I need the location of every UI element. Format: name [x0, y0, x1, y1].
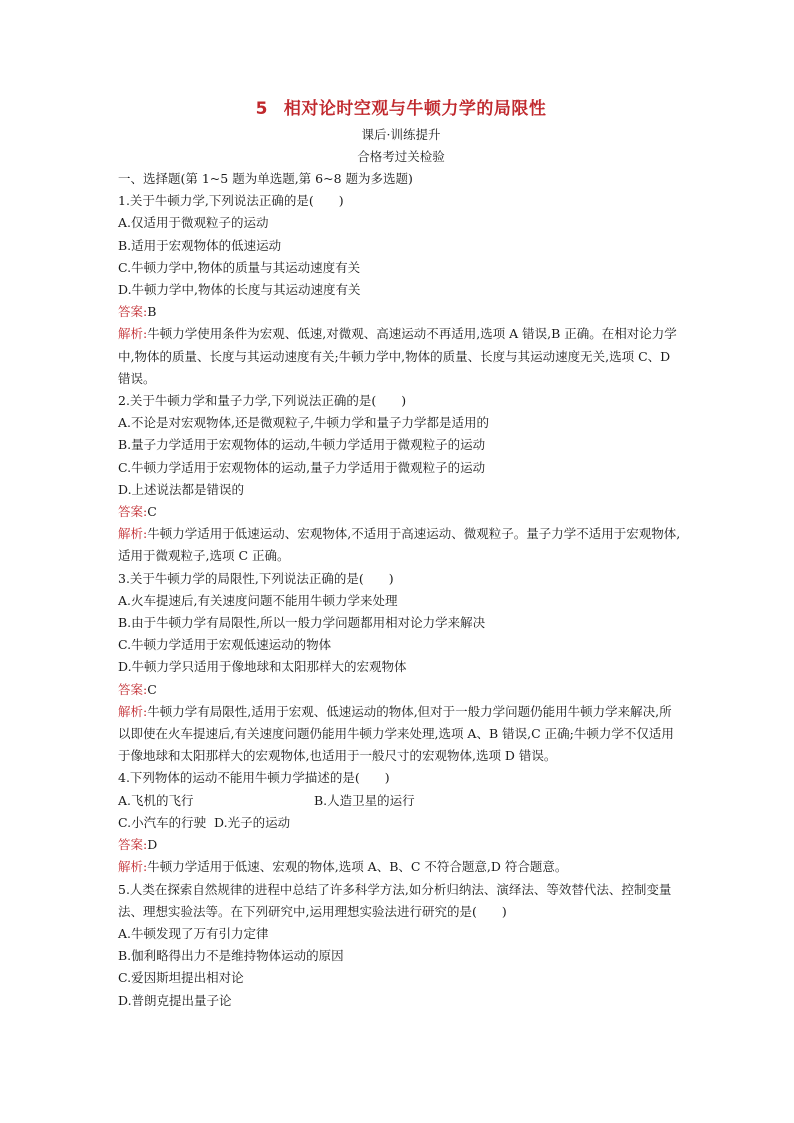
- explanation-label: 解析:: [118, 703, 148, 719]
- explanation: [118, 523, 684, 567]
- options-row-2: [118, 812, 684, 834]
- option-b: B.伽利略得出力不是维持物体运动的原因: [118, 948, 344, 964]
- explanation-text: 牛顿力学使用条件为宏观、低速,对微观、高速运动不再适用,选项 A 错误,B 正确。在相对论力学中,物体的质量、长度与其运动速度有关;牛顿力学中,物体的质量、长度与其运动速度无关,选项 C、D 错误。: [118, 326, 677, 386]
- answer-label: 答案:: [118, 504, 148, 520]
- page-title: [118, 96, 684, 122]
- question-1: [118, 190, 684, 390]
- question-3: [118, 568, 684, 768]
- section-heading: 一、选择题(第 1~5 题为单选题,第 6~8 题为多选题): [118, 171, 413, 186]
- answer-value: C: [147, 504, 157, 520]
- option-c: C.牛顿力学中,物体的质量与其运动速度有关: [118, 259, 361, 275]
- option-a: A.飞机的飞行: [118, 792, 194, 808]
- option-a: A.火车提速后,有关速度问题不能用牛顿力学来处理: [118, 592, 398, 608]
- question-stem: 3.关于牛顿力学的局限性,下列说法正确的是( ): [118, 570, 394, 586]
- option-d: D.牛顿力学中,物体的长度与其运动速度有关: [118, 282, 361, 298]
- question-4: [118, 767, 684, 878]
- question-stem: 1.关于牛顿力学,下列说法正确的是( ): [118, 193, 344, 209]
- explanation-label: 解析:: [118, 859, 148, 875]
- option-a: A.牛顿发现了万有引力定律: [118, 925, 269, 941]
- explanation: [118, 323, 684, 390]
- option-a: A.不论是对宏观物体,还是微观粒子,牛顿力学和量子力学都是适用的: [118, 415, 489, 431]
- subtitle-level: 合格考过关检验: [357, 149, 445, 164]
- title-text: 相对论时空观与牛顿力学的局限性: [283, 99, 547, 119]
- explanation: [118, 701, 684, 768]
- answer-value: D: [147, 837, 158, 853]
- option-b: B.适用于宏观物体的低速运动: [118, 237, 282, 253]
- explanation-label: 解析:: [118, 326, 148, 342]
- options-row-1: [118, 790, 684, 812]
- answer: [118, 679, 684, 701]
- option-c: C.小汽车的行驶: [118, 814, 207, 830]
- title-number: 5: [255, 99, 268, 119]
- option-d: D.普朗克提出量子论: [118, 992, 232, 1008]
- subtitle-after-class: 课后·训练提升: [361, 127, 441, 142]
- option-c: C.牛顿力学适用于宏观低速运动的物体: [118, 637, 332, 653]
- answer: [118, 301, 684, 323]
- answer: [118, 834, 684, 856]
- option-d: D.牛顿力学只适用于像地球和太阳那样大的宏观物体: [118, 659, 407, 675]
- question-stem: 2.关于牛顿力学和量子力学,下列说法正确的是( ): [118, 393, 407, 409]
- explanation-label: 解析:: [118, 526, 148, 542]
- option-b: B.人造卫星的运行: [314, 792, 415, 808]
- answer: [118, 501, 684, 523]
- option-b: B.由于牛顿力学有局限性,所以一般力学问题都用相对论力学来解决: [118, 615, 486, 631]
- explanation-text: 牛顿力学适用于低速运动、宏观物体,不适用于高速运动、微观粒子。量子力学不适用于宏观物体,适用于微观粒子,选项 C 正确。: [118, 526, 681, 564]
- question-2: [118, 390, 684, 568]
- option-c: C.爱因斯坦提出相对论: [118, 970, 244, 986]
- answer-label: 答案:: [118, 304, 148, 320]
- explanation-text: 牛顿力学有局限性,适用于宏观、低速运动的物体,但对于一般力学问题仍能用牛顿力学来解决,所以即使在火车提速后,有关速度问题仍能用牛顿力学来处理,选项 A、B 错误,C 正确;牛顿力学不仅适用于像地球和太阳那样大的宏观物体,也适用于一般尺寸的宏观物体,选项 D 错误。: [118, 703, 674, 764]
- explanation-text: 牛顿力学适用于低速、宏观的物体,选项 A、B、C 不符合题意,D 符合题意。: [147, 859, 568, 875]
- question-stem: 4.下列物体的运动不能用牛顿力学描述的是( ): [118, 770, 390, 786]
- answer-value: C: [147, 681, 157, 697]
- option-d: D.上述说法都是错误的: [118, 481, 245, 497]
- explanation: [118, 856, 684, 878]
- question-5: [118, 879, 684, 1012]
- question-stem: 5.人类在探索自然规律的进程中总结了许多科学方法,如分析归纳法、演绎法、等效替代法、控制变量法、理想实验法等。在下列研究中,运用理想实验法进行研究的是( ): [118, 881, 672, 919]
- option-d: D.光子的运动: [214, 814, 291, 830]
- answer-label: 答案:: [118, 681, 148, 697]
- answer-label: 答案:: [118, 837, 148, 853]
- option-c: C.牛顿力学适用于宏观物体的运动,量子力学适用于微观粒子的运动: [118, 459, 486, 475]
- option-b: B.量子力学适用于宏观物体的运动,牛顿力学适用于微观粒子的运动: [118, 437, 486, 453]
- option-a: A.仅适用于微观粒子的运动: [118, 215, 269, 231]
- answer-value: B: [147, 304, 157, 320]
